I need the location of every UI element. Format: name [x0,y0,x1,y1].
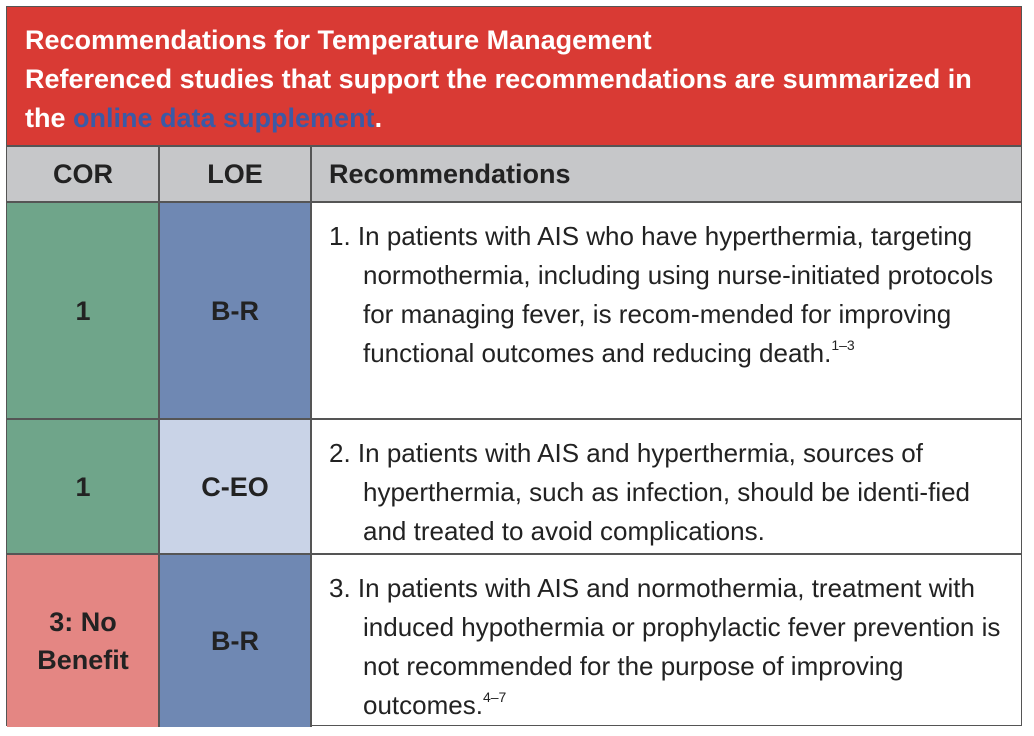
loe-cell: C-EO [159,420,311,553]
header-note-prefix: Referenced studies that support the recommendations are summarized in the [25,64,972,133]
column-header-loe: LOE [207,159,263,189]
recommendations-table [6,6,1022,726]
recommendation-text [329,434,1005,551]
reference-superscript: 4–7 [482,689,507,705]
header-note-suffix: . [374,103,383,133]
reference-superscript: 1–3 [831,337,855,353]
header-note [25,60,1005,138]
recommendation-body: 3. In patients with AIS and normothermia, treatment with induced hypothermia or prophylactic fever prevention is not recommended for the purpose of improving outcomes. [329,573,1001,720]
header-title: Recommendations for Temperature Management [25,25,652,55]
loe-cell: B-R [159,203,311,418]
table-header [7,7,1021,147]
cor-value: 3: No Benefit [37,607,129,675]
loe-cell: B-R [159,555,311,727]
cor-cell [7,555,159,727]
recommendation-text [329,217,1005,373]
recommendation-body: 1. In patients with AIS who have hyperthermia, targeting normothermia, including using nurse-initiated protocols for managing fever, is recom-mended for improving functional outcomes and reducing death. [329,221,994,368]
cor-cell: 1 [7,420,159,553]
column-header-cor: COR [53,159,113,189]
recommendation-body: 2. In patients with AIS and hyperthermia, sources of hyperthermia, such as infection, should be identi-fied and treated to avoid complications. [329,438,971,546]
cor-cell: 1 [7,203,159,418]
column-header-recommendations: Recommendations [329,159,571,189]
column-divider [310,147,312,727]
recommendation-text [329,569,1005,725]
online-data-supplement-link[interactable]: online data supplement [73,103,375,133]
column-divider [158,147,160,727]
